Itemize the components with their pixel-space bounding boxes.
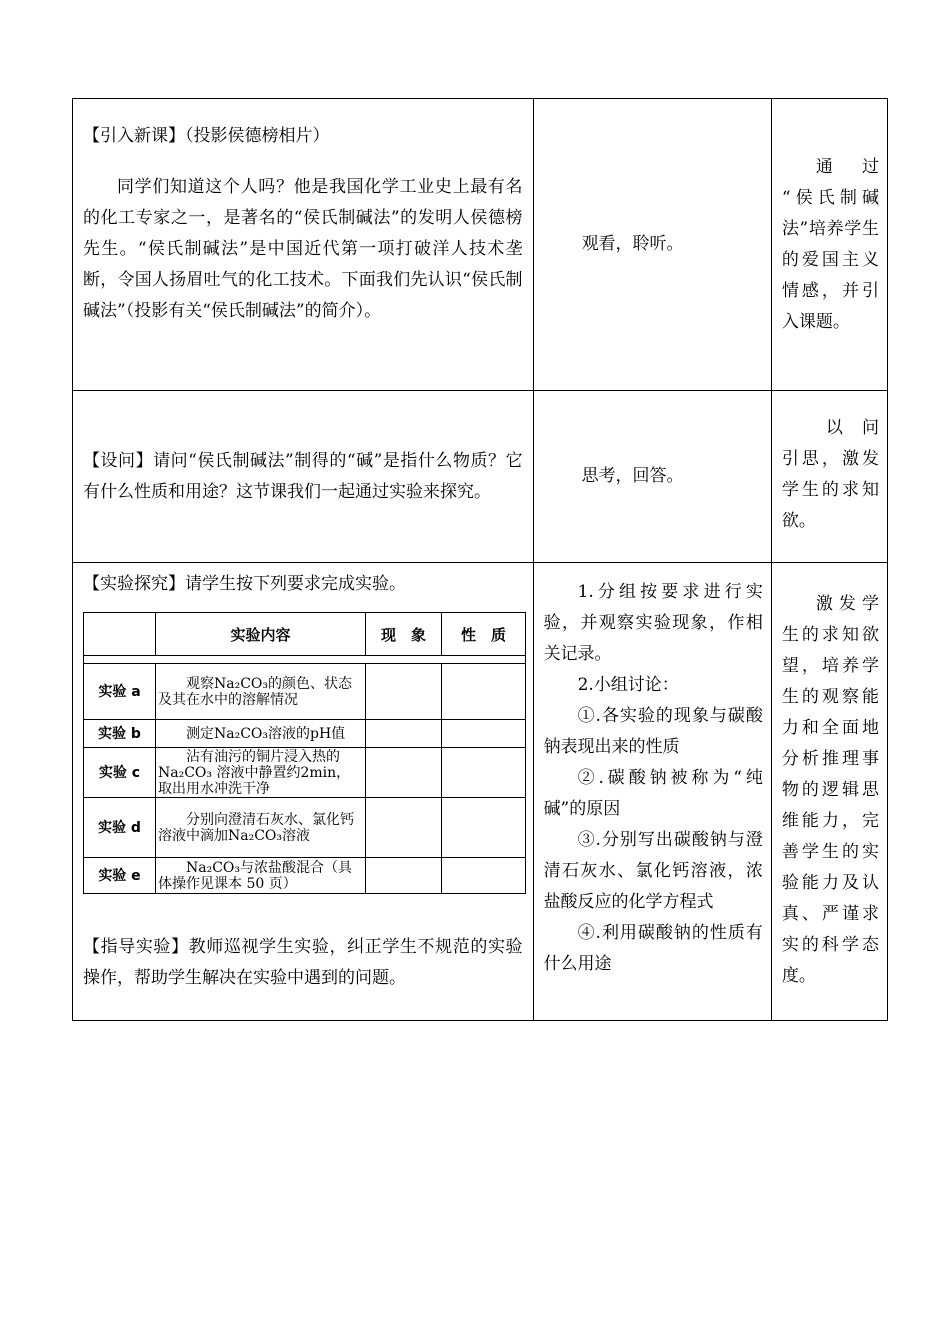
teacher-activity-cell [73,563,534,1021]
header-phenomenon: 现 象 [366,613,442,656]
phenomenon-cell [366,748,442,798]
experiment-content: Na₂CO₃与浓盐酸混合（具体操作见课本 50 页） [156,858,366,894]
student-step-2: 2.小组讨论： [577,675,679,695]
purpose-first-line: 以 问 [825,418,879,438]
experiment-content: 测定Na₂CO₃溶液的pH值 [156,720,366,748]
row-question [73,391,888,563]
table-row [84,664,526,720]
design-purpose-text [772,152,887,338]
student-activity-cell [533,99,771,391]
phenomenon-cell [366,798,442,858]
header-property: 性 质 [442,613,526,656]
row-introduction [73,99,888,391]
design-purpose-cell [771,563,887,1021]
property-cell [442,858,526,894]
design-purpose-cell [771,99,887,391]
table-row [84,720,526,748]
phenomenon-cell [366,664,442,720]
student-discuss-4: ④.利用碳酸钠的性质有什么用途 [543,923,763,974]
experiment-label: 实验 a [84,664,156,720]
student-activity-cell [533,391,771,563]
student-activity-text: 思考，回答。 [581,466,684,486]
phenomenon-cell [366,858,442,894]
experiment-label: 实验 d [84,798,156,858]
purpose-first-line: 通 过 [815,156,879,177]
intro-body: 同学们知道这个人吗？他是我国化学工业史上最有名的化工专家之一，是著名的“侯氏制碱法”的发明人侯德榜先生。“侯氏制碱法”是中国近代第一项打破洋人技术垄断，令国人扬眉吐气的化工技术。下面我们先认识“侯氏制碱法”（投影有关“侯氏制碱法”的简介）。 [83,177,523,321]
purpose-rest: 引思，激发学生的求知欲。 [781,449,879,531]
student-discuss-1: ①.各实验的现象与碳酸钠表现出来的性质 [543,706,763,757]
experiment-table-header [84,613,526,656]
experiment-table [83,612,526,894]
experiment-content: 分别向澄清石灰水、氯化钙溶液中滴加Na₂CO₃溶液 [156,798,366,858]
experiment-content: 观察Na₂CO₃的颜色、状态及其在水中的溶解情况 [156,664,366,720]
question-text: 【设问】请问“侯氏制碱法”制得的“碱”是指什么物质？它有什么性质和用途？这节课我们一起通过实验来探究。 [83,450,523,502]
teacher-activity-cell [73,99,534,391]
table-row [84,858,526,894]
guide-text: 【指导实验】教师巡视学生实验，纠正学生不规范的实验操作，帮助学生解决在实验中遇到的问题。 [83,937,523,988]
phenomenon-cell [366,720,442,748]
explore-heading: 【实验探究】请学生按下列要求完成实验。 [83,574,406,594]
student-activity-text: 观看，聆听。 [581,234,684,254]
property-cell [442,664,526,720]
property-cell [442,798,526,858]
experiment-label: 实验 b [84,720,156,748]
experiment-content: 沾有油污的铜片浸入热的 Na₂CO₃ 溶液中静置约2min，取出用水冲洗干净 [156,748,366,798]
student-discuss-2: ②.碳酸钠被称为“纯碱”的原因 [543,768,763,819]
student-activity-cell [533,563,771,1021]
experiment-label: 实验 c [84,748,156,798]
row-experiment [73,563,888,1021]
student-discuss-3: ③.分别写出碳酸钠与澄清石灰水、氯化钙溶液，浓盐酸反应的化学方程式 [543,830,763,912]
property-cell [442,720,526,748]
experiment-label: 实验 e [84,858,156,894]
table-row [84,748,526,798]
design-purpose-text: 激发学生的求知欲望，培养学生的观察能力和全面地分析推理事物的逻辑思维能力，完善学生的实验能力及认真、严谨求实的科学态度。 [781,594,879,986]
intro-heading: 【引入新课】（投影侯德榜相片） [83,126,330,146]
property-cell [442,748,526,798]
header-blank [84,613,156,656]
lesson-plan-table [72,98,888,1021]
design-purpose-text [772,413,887,537]
purpose-rest: “侯氏制碱法”培养学生的爱国主义情感，并引入课题。 [781,187,879,332]
design-purpose-cell [771,391,887,563]
header-content: 实验内容 [156,613,366,656]
student-activity-text [534,577,771,980]
student-step-1: 1.分组按要求进行实验，并观察实验现象，作相关记录。 [543,582,763,664]
teacher-activity-cell [73,391,534,563]
table-row [84,798,526,858]
